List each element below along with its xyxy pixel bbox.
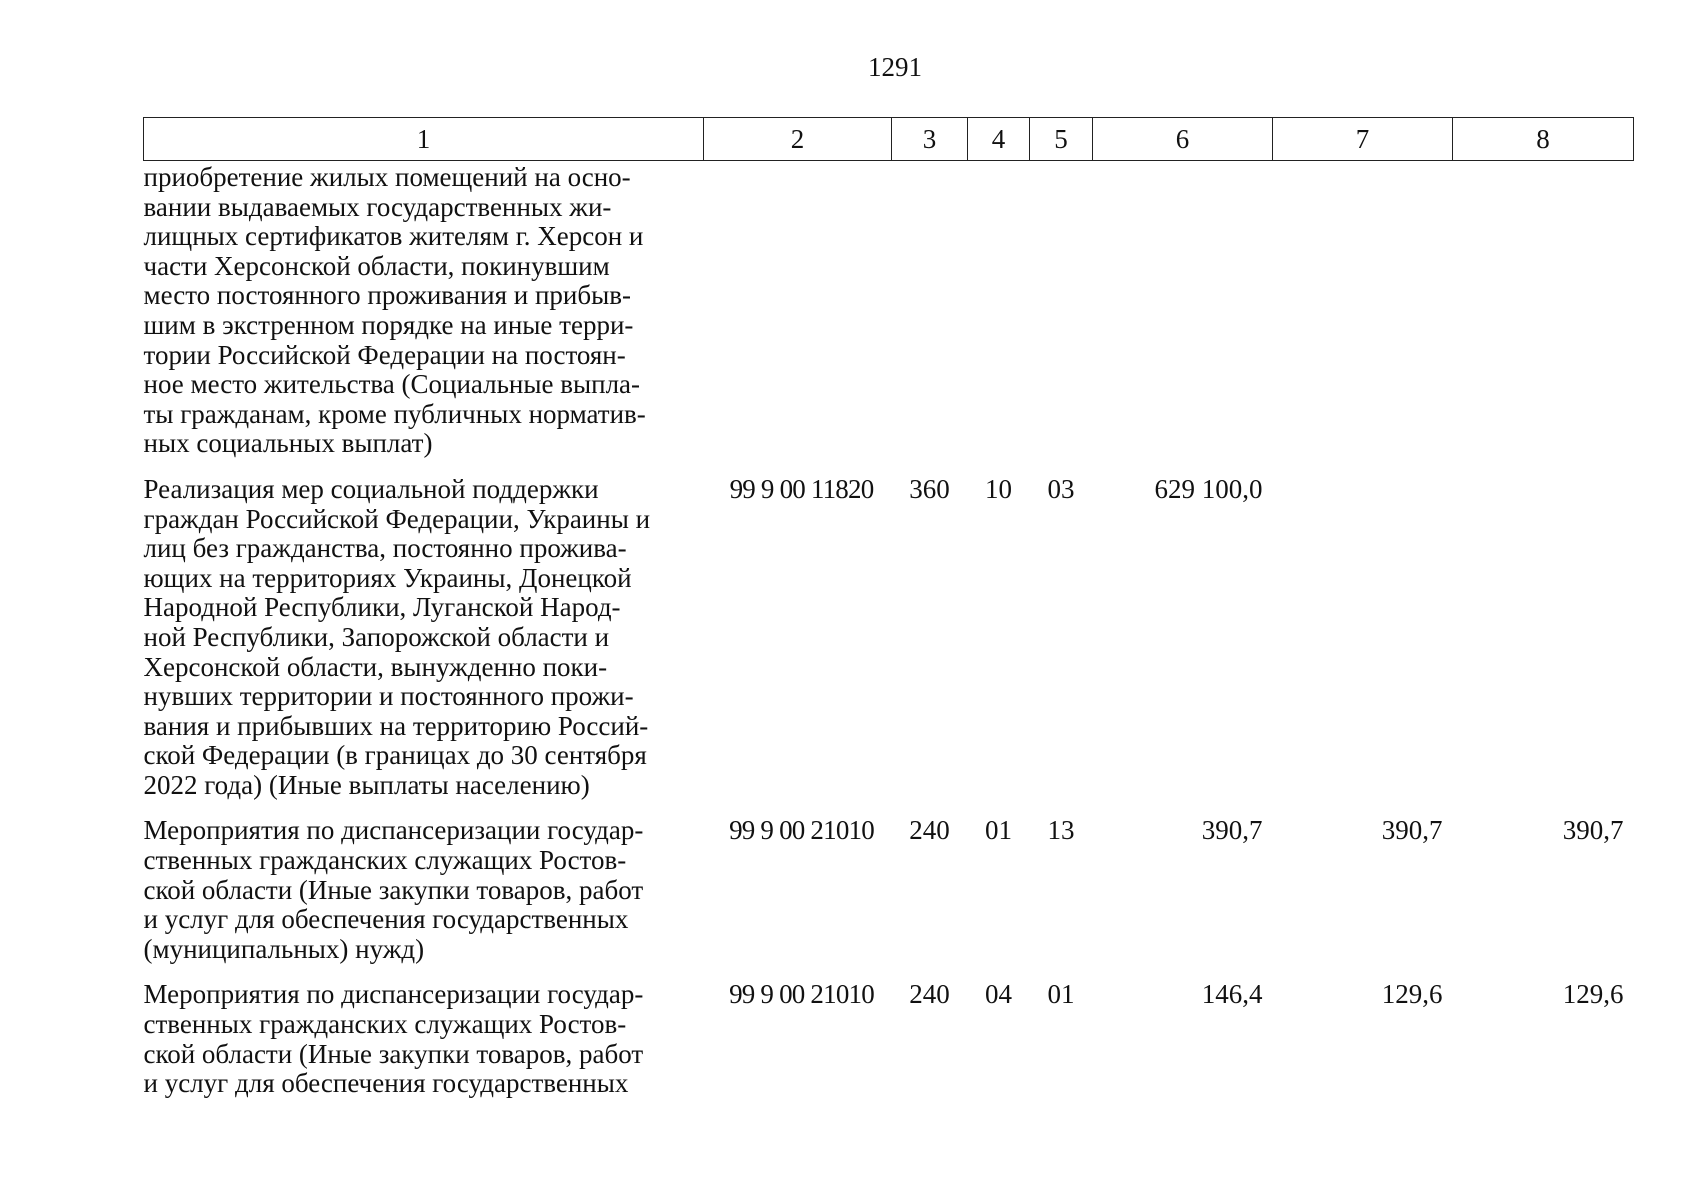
description-line: ное место жительства (Социальные выпла- — [143, 369, 641, 400]
description-line: ской Федерации (в границах до 30 сентября — [143, 740, 647, 771]
description-line: нувших территории и постоянного прожи- — [143, 681, 634, 712]
description-line: части Херсонской области, покинувшим — [143, 250, 610, 281]
row-col-3: 240 — [909, 979, 950, 1010]
table-row — [144, 804, 1634, 968]
row-code — [704, 161, 892, 463]
header-col-8: 8 — [1453, 118, 1634, 161]
row-col-7 — [1273, 463, 1453, 805]
description-line: тории Российской Федерации на постоян- — [143, 339, 626, 370]
row-col-4: 01 — [985, 815, 1012, 846]
row-code: 99 9 00 21010 — [729, 815, 874, 846]
description-line: шим в экстренном порядке на иные терри- — [143, 309, 634, 340]
row-col-5: 03 — [1047, 473, 1075, 504]
header-col-4: 4 — [968, 118, 1030, 161]
row-col-6: 629 100,0 — [1154, 473, 1263, 504]
description-line: вания и прибывших на территорию Россий- — [143, 710, 649, 741]
description-line: и услуг для обеспечения государственных — [143, 904, 629, 935]
description-line: приобретение жилых помещений на осно- — [143, 162, 631, 192]
row-col-8: 390,7 — [1562, 815, 1624, 846]
row-col-8 — [1453, 463, 1634, 805]
header-col-6: 6 — [1093, 118, 1273, 161]
row-col-3 — [892, 161, 968, 463]
row-code: 99 9 00 21010 — [729, 979, 874, 1010]
description-line: Реализация мер социальной поддержки — [143, 473, 599, 504]
row-col-6: 390,7 — [1201, 815, 1263, 846]
table-row — [144, 161, 1634, 463]
table-row — [144, 968, 1634, 1102]
header-col-5: 5 — [1030, 118, 1093, 161]
description-line: и услуг для обеспечения государственных — [143, 1068, 629, 1099]
description-line: ты гражданам, кроме публичных норматив- — [143, 398, 646, 429]
description-line: Мероприятия по диспансеризации государ- — [143, 815, 644, 846]
description-line: 2022 года) (Иные выплаты населению) — [143, 769, 590, 800]
row-col-5: 13 — [1047, 815, 1075, 846]
header-col-2: 2 — [704, 118, 892, 161]
description-line: место постоянного проживания и прибыв- — [143, 280, 631, 311]
row-col-8: 129,6 — [1562, 979, 1624, 1010]
row-col-4: 10 — [985, 473, 1012, 504]
description-line: (муниципальных) нужд) — [143, 933, 425, 964]
description-line: ной Республики, Запорожской области и — [143, 621, 610, 652]
row-description — [144, 804, 704, 968]
budget-table — [143, 117, 1634, 1103]
description-line: лиц без гражданства, постоянно прожива- — [143, 533, 627, 564]
row-col-3: 240 — [909, 815, 950, 846]
row-col-7: 390,7 — [1381, 815, 1443, 846]
row-col-7: 129,6 — [1381, 979, 1443, 1010]
row-code: 99 9 00 11820 — [729, 473, 874, 504]
description-line: ской области (Иные закупки товаров, работ — [143, 874, 644, 905]
header-col-3: 3 — [892, 118, 968, 161]
row-col-3: 360 — [909, 473, 950, 504]
description-line: вании выдаваемых государственных жи- — [143, 191, 612, 222]
description-line: ственных гражданских служащих Ростов- — [143, 845, 627, 876]
description-line: ющих на территориях Украины, Донецкой — [143, 562, 632, 593]
header-row — [144, 118, 1634, 161]
description-line: Мероприятия по диспансеризации государ- — [143, 979, 644, 1010]
page-number: 1291 — [868, 52, 922, 82]
row-col-8 — [1453, 161, 1634, 463]
row-description — [144, 968, 704, 1102]
header-col-7: 7 — [1273, 118, 1453, 161]
row-col-4: 04 — [985, 979, 1012, 1010]
description-line: ской области (Иные закупки товаров, работ — [143, 1038, 644, 1069]
description-line: ных социальных выплат) — [143, 428, 433, 459]
row-col-4 — [968, 161, 1030, 463]
row-col-5 — [1030, 161, 1093, 463]
description-line: ственных гражданских служащих Ростов- — [143, 1009, 627, 1040]
table-row — [144, 463, 1634, 805]
row-col-6: 146,4 — [1201, 979, 1263, 1010]
description-line: граждан Российской Федерации, Украины и — [143, 503, 651, 534]
description-line: лищных сертификатов жителям г. Херсон и — [143, 221, 644, 252]
description-line: Народной Республики, Луганской Народ- — [143, 592, 621, 623]
row-description — [144, 463, 704, 805]
row-col-6 — [1093, 161, 1273, 463]
header-col-1: 1 — [144, 118, 704, 161]
row-col-5: 01 — [1047, 979, 1075, 1010]
row-col-7 — [1273, 161, 1453, 463]
row-description — [144, 161, 704, 463]
description-line: Херсонской области, вынужденно поки- — [143, 651, 608, 682]
